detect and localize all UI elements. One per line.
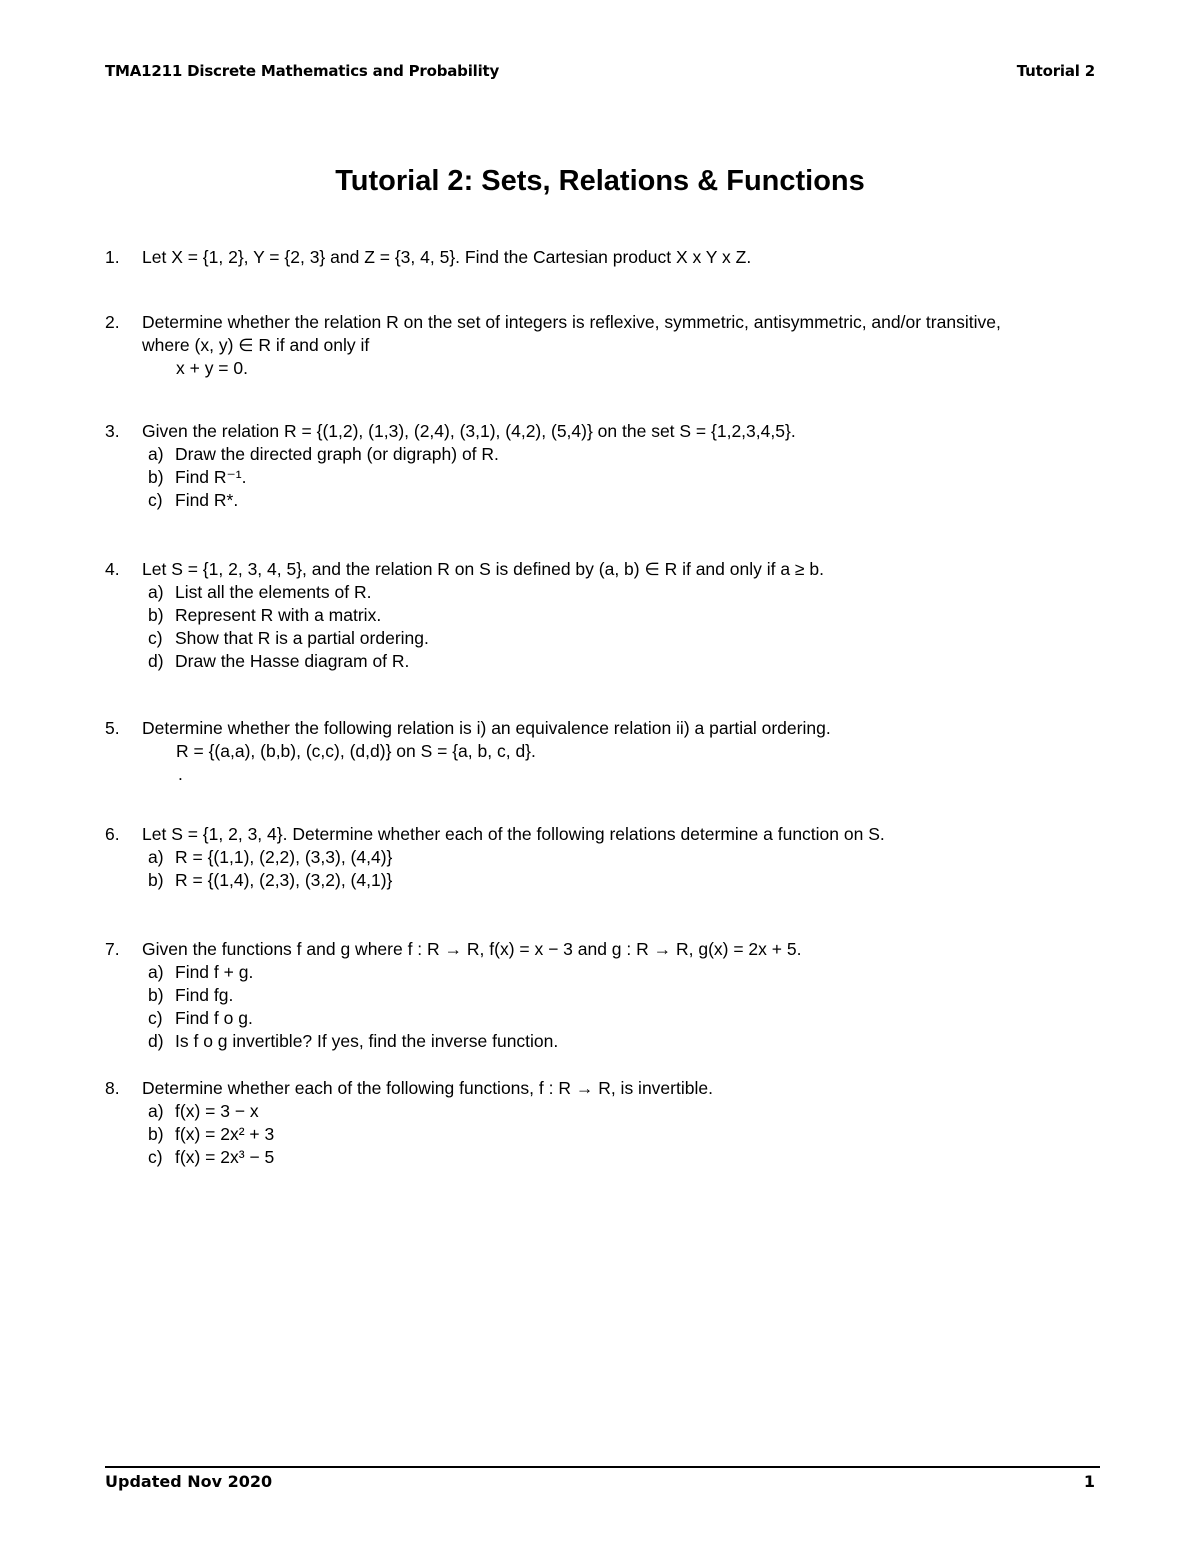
sub-question-text: Represent R with a matrix. <box>175 605 382 625</box>
stray-dot: . <box>178 764 183 784</box>
question-number: 2. <box>105 312 120 332</box>
sub-question-text: R = {(1,4), (2,3), (3,2), (4,1)} <box>175 870 393 890</box>
footer-page-number: 1 <box>1083 1472 1095 1491</box>
sub-question <box>142 1100 1105 1123</box>
question-number: 7. <box>105 939 120 959</box>
sub-question <box>142 581 1105 604</box>
sub-question-label: a) <box>148 582 164 602</box>
sub-question-list <box>142 846 1105 892</box>
sub-question <box>142 961 1105 984</box>
footer-updated: Updated Nov 2020 <box>105 1472 273 1491</box>
sub-question-label: a) <box>148 1101 164 1121</box>
question-equation: x + y = 0. <box>176 358 248 378</box>
question-text-cont: where (x, y) ∈ R if and only if <box>142 335 370 355</box>
question-text: Given the functions f and g where f : R → R, f(x) = x − 3 and g : R → R, g(x) = 2x + 5. <box>142 939 802 959</box>
footer-divider <box>105 1466 1100 1468</box>
sub-question-text: f(x) = 3 − x <box>175 1101 259 1121</box>
question-equation: R = {(a,a), (b,b), (c,c), (d,d)} on S = {a, b, c, d}. <box>176 741 536 761</box>
sub-question-label: a) <box>148 962 164 982</box>
sub-question-label: b) <box>148 985 164 1005</box>
sub-question-label: b) <box>148 605 164 625</box>
question-4 <box>105 558 1105 673</box>
sub-question-list <box>142 961 1105 1053</box>
sub-question-label: a) <box>148 847 164 867</box>
sub-question-text: Find R⁻¹. <box>175 467 247 487</box>
question-6 <box>105 823 1105 892</box>
question-number: 4. <box>105 559 120 579</box>
question-number: 1. <box>105 247 120 267</box>
sub-question-text: Draw the directed graph (or digraph) of R. <box>175 444 499 464</box>
sub-question-label: c) <box>148 628 163 648</box>
question-text: Let S = {1, 2, 3, 4, 5}, and the relation R on S is defined by (a, b) ∈ R if and only if a ≥ b. <box>142 559 824 579</box>
sub-question-label: d) <box>148 651 164 671</box>
question-text: Let S = {1, 2, 3, 4}. Determine whether each of the following relations determine a function on S. <box>142 824 885 844</box>
question-number: 5. <box>105 718 120 738</box>
question-number: 8. <box>105 1078 120 1098</box>
sub-question <box>142 604 1105 627</box>
sub-question <box>142 1007 1105 1030</box>
sub-question <box>142 984 1105 1007</box>
sub-question-label: a) <box>148 444 164 464</box>
sub-question-label: c) <box>148 1008 163 1028</box>
sub-question-text: Is f o g invertible? If yes, find the inverse function. <box>175 1031 559 1051</box>
question-8 <box>105 1077 1105 1169</box>
question-text: Determine whether the relation R on the set of integers is reflexive, symmetric, antisymmetric, and/or transitive, <box>142 312 1001 332</box>
header-course: TMA1211 Discrete Mathematics and Probability <box>105 62 500 80</box>
sub-question <box>142 443 1105 466</box>
sub-question-list <box>142 1100 1105 1169</box>
sub-question-list <box>142 581 1105 673</box>
sub-question-text: Find f o g. <box>175 1008 253 1028</box>
sub-question-label: c) <box>148 490 163 510</box>
question-7 <box>105 938 1105 1053</box>
question-3 <box>105 420 1105 512</box>
sub-question-label: d) <box>148 1031 164 1051</box>
sub-question <box>142 489 1105 512</box>
sub-question-text: f(x) = 2x² + 3 <box>175 1124 275 1144</box>
sub-question-text: Find R*. <box>175 490 239 510</box>
sub-question <box>142 1030 1105 1053</box>
sub-question <box>142 627 1105 650</box>
sub-question-text: f(x) = 2x³ − 5 <box>175 1147 275 1167</box>
sub-question-text: Find f + g. <box>175 962 254 982</box>
sub-question-text: Draw the Hasse diagram of R. <box>175 651 410 671</box>
sub-question-text: Show that R is a partial ordering. <box>175 628 429 648</box>
sub-question <box>142 1123 1105 1146</box>
page-title: Tutorial 2: Sets, Relations & Functions <box>335 165 865 197</box>
question-text: Let X = {1, 2}, Y = {2, 3} and Z = {3, 4, 5}. Find the Cartesian product X x Y x Z. <box>142 247 752 267</box>
sub-question-label: b) <box>148 467 164 487</box>
question-1 <box>105 246 1105 269</box>
sub-question-label: c) <box>148 1147 163 1167</box>
question-text: Determine whether each of the following functions, f : R → R, is invertible. <box>142 1078 713 1098</box>
sub-question-text: List all the elements of R. <box>175 582 372 602</box>
question-list <box>105 246 1105 1169</box>
sub-question <box>142 650 1105 673</box>
question-text: Determine whether the following relation is i) an equivalence relation ii) a partial ordering. <box>142 718 831 738</box>
sub-question-label: b) <box>148 870 164 890</box>
question-text: Given the relation R = {(1,2), (1,3), (2,4), (3,1), (4,2), (5,4)} on the set S = {1,2,3,4,5}. <box>142 421 796 441</box>
sub-question <box>142 1146 1105 1169</box>
sub-question-list <box>142 443 1105 512</box>
sub-question-text: Find fg. <box>175 985 234 1005</box>
sub-question <box>142 869 1105 892</box>
question-number: 3. <box>105 421 120 441</box>
sub-question <box>142 846 1105 869</box>
question-5 <box>105 717 1105 786</box>
header-tutorial: Tutorial 2 <box>1016 62 1095 80</box>
sub-question-text: R = {(1,1), (2,2), (3,3), (4,4)} <box>175 847 393 867</box>
sub-question <box>142 466 1105 489</box>
sub-question-label: b) <box>148 1124 164 1144</box>
question-2 <box>105 311 1105 380</box>
question-number: 6. <box>105 824 120 844</box>
